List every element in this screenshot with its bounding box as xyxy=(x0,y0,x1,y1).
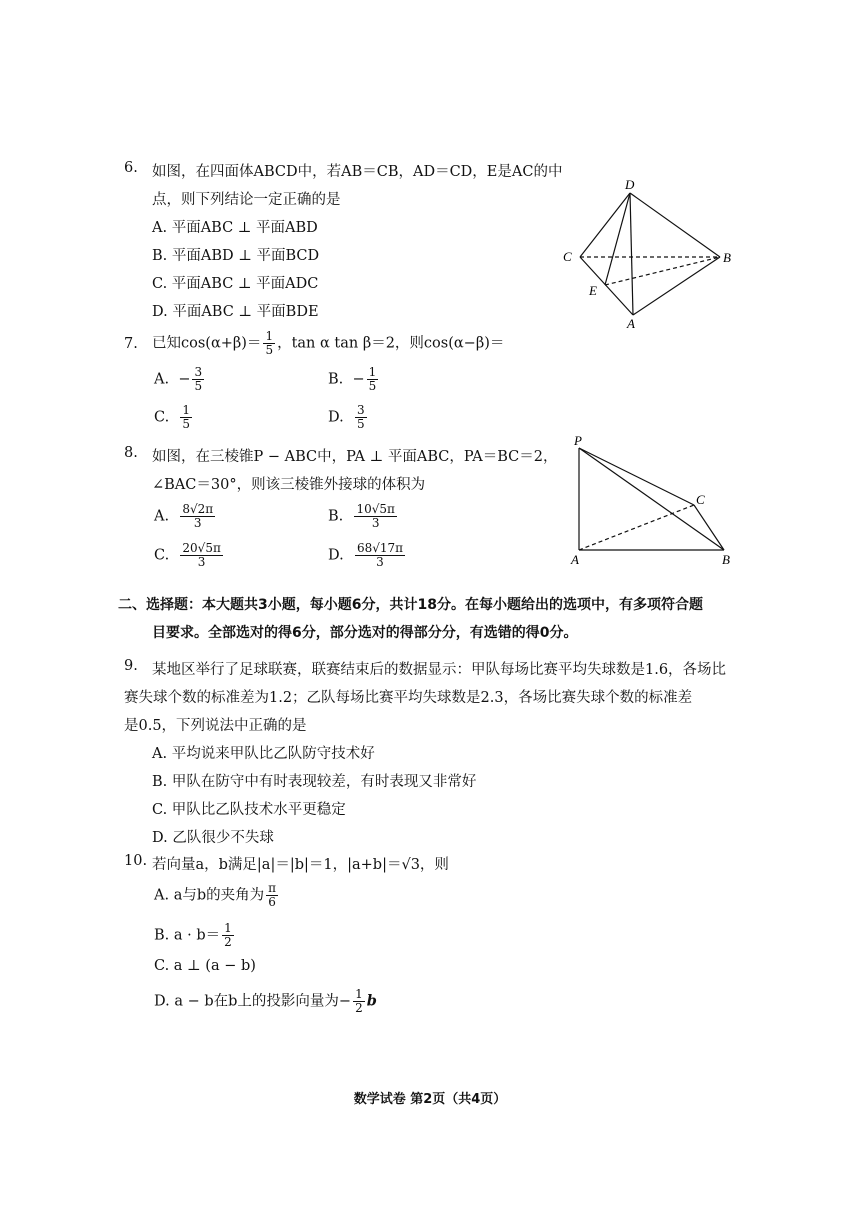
q10-option-b: B. a · b＝ $\frac{1}{2}$ xyxy=(154,921,232,949)
label-b: B xyxy=(723,250,731,265)
q9-stem-line1: 某地区举行了足球联赛，联赛结束后的数据显示：甲队每场比赛平均失球数是1.6，各场比 xyxy=(152,662,727,678)
label-d: D xyxy=(625,177,635,192)
q9-stem-line3: 是0.5，下列说法中正确的是 xyxy=(124,718,307,734)
q8-option-d: D. $\frac{68√17\pi}{3}$ xyxy=(328,541,404,569)
q7-stem-frac: $\frac{1}{5}$ xyxy=(265,329,274,357)
edge-ca xyxy=(580,257,633,315)
q8-option-c: C. $\frac{20√5\pi}{3}$ xyxy=(154,541,221,569)
q10-number: 10. xyxy=(124,853,148,869)
q9-option-a: A. 平均说来甲队比乙队防守技术好 xyxy=(152,746,375,762)
label-e: E xyxy=(589,283,597,298)
edge-ba xyxy=(633,257,720,315)
edge-dc xyxy=(580,193,630,257)
q6-number: 6. xyxy=(124,160,138,176)
q8-stem-line2: ∠BAC＝30°，则该三棱锥外接球的体积为 xyxy=(152,477,426,493)
q8-number: 8. xyxy=(124,445,138,461)
q10-option-d: D. a − b在b上的投影向量为− $\frac{1}{2}$ b xyxy=(154,987,377,1015)
q7-stem xyxy=(152,330,504,357)
q9-option-d: D. 乙队很少不失球 xyxy=(152,830,274,846)
q8-option-a: A. $\frac{8√2\pi}{3}$ xyxy=(154,502,214,530)
label-b: B xyxy=(722,552,730,567)
q7-option-b: B. − $\frac{1}{5}$ xyxy=(328,365,377,393)
edge-pc xyxy=(579,448,694,505)
q10-stem: 若向量a，b满足|a|＝|b|＝1，|a+b|＝√3，则 xyxy=(152,857,449,873)
q7-number: 7. xyxy=(124,336,138,352)
edge-da xyxy=(630,193,633,315)
q6-option-b: B. 平面ABD ⊥ 平面BCD xyxy=(152,248,320,264)
q7-stem-b: ，tan α tan β＝2，则cos(α−β)＝ xyxy=(277,335,505,352)
q8-option-b: B. $\frac{10√5\pi}{3}$ xyxy=(328,502,395,530)
edge-eb-hidden xyxy=(605,257,720,285)
q8-pyramid-figure xyxy=(562,430,742,570)
q6-option-d: D. 平面ABC ⊥ 平面BDE xyxy=(152,304,319,320)
label-c: C xyxy=(696,492,705,507)
q7-option-c: C. $\frac{1}{5}$ xyxy=(154,403,191,431)
q7-option-a: A. − $\frac{3}{5}$ xyxy=(154,365,203,393)
label-a: A xyxy=(571,552,579,567)
edge-de xyxy=(605,193,630,285)
q9-option-c: C. 甲队比乙队技术水平更稳定 xyxy=(152,802,346,818)
label-a: A xyxy=(627,316,635,330)
q6-option-a: A. 平面ABC ⊥ 平面ABD xyxy=(152,220,318,236)
q7-stem-a: 已知cos(α+β)＝ xyxy=(152,335,262,352)
q9-stem-line2: 赛失球个数的标准差为1.2；乙队每场比赛平均失球数是2.3，各场比赛失球个数的标准差 xyxy=(124,690,693,706)
section2-heading-line2: 目要求。全部选对的得6分，部分选对的得部分分，有选错的得0分。 xyxy=(152,625,578,641)
q6-option-c: C. 平面ABC ⊥ 平面ADC xyxy=(152,276,319,292)
label-p: P xyxy=(574,433,582,448)
edge-cb xyxy=(694,505,724,550)
edge-ac-hidden xyxy=(579,505,694,550)
q6-tetrahedron-figure xyxy=(555,175,745,330)
q10-option-a: A. a与b的夹角为 $\frac{\pi}{6}$ xyxy=(154,881,277,909)
q8-stem-line1: 如图，在三棱锥P − ABC中，PA ⊥ 平面ABC，PA＝BC＝2， xyxy=(152,449,558,465)
q9-option-b: B. 甲队在防守中有时表现较差，有时表现又非常好 xyxy=(152,774,477,790)
section2-heading-line1: 二、选择题：本大题共3小题，每小题6分，共计18分。在每小题给出的选项中，有多项符合题 xyxy=(118,597,703,613)
label-c: C xyxy=(563,249,572,264)
q7-option-d: D. $\frac{3}{5}$ xyxy=(328,403,365,431)
edge-db xyxy=(630,193,720,257)
q6-stem-line1: 如图，在四面体ABCD中，若AB＝CB，AD＝CD，E是AC的中 xyxy=(152,164,563,180)
q9-number: 9. xyxy=(124,658,138,674)
q6-stem-line2: 点，则下列结论一定正确的是 xyxy=(152,192,341,208)
page-footer: 数学试卷 第2页（共4页） xyxy=(353,1092,507,1107)
q10-option-c: C. a ⊥ (a − b) xyxy=(154,958,256,974)
